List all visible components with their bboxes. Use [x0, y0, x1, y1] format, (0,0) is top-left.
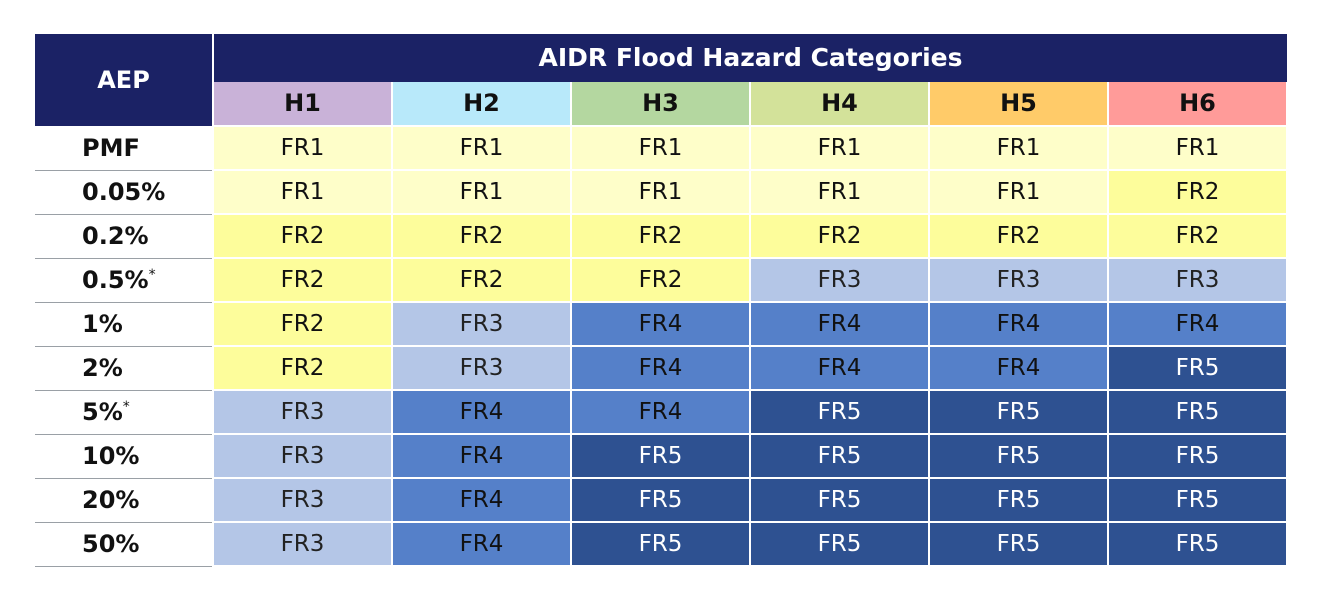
flood-risk-cell: FR5	[929, 478, 1108, 522]
aep-label	[35, 258, 213, 302]
table-body	[35, 126, 1287, 566]
table-row	[35, 522, 1287, 566]
flood-risk-cell: FR4	[571, 346, 750, 390]
aep-value: 2%	[82, 354, 123, 382]
flood-risk-cell: FR4	[1108, 302, 1287, 346]
table-title: AIDR Flood Hazard Categories	[213, 34, 1287, 82]
flood-risk-cell: FR5	[1108, 390, 1287, 434]
table-row	[35, 390, 1287, 434]
flood-risk-cell: FR2	[571, 258, 750, 302]
aep-value: 0.2%	[82, 222, 149, 250]
hazard-category-header-h1: H1	[213, 82, 392, 126]
hazard-category-header-h4: H4	[750, 82, 929, 126]
flood-risk-cell: FR1	[929, 170, 1108, 214]
flood-risk-cell: FR2	[213, 258, 392, 302]
flood-risk-cell: FR4	[392, 522, 571, 566]
flood-risk-cell: FR3	[929, 258, 1108, 302]
flood-risk-cell: FR3	[213, 522, 392, 566]
flood-risk-cell: FR2	[213, 302, 392, 346]
hazard-category-header-row	[35, 82, 1287, 126]
flood-hazard-table	[35, 34, 1288, 567]
hazard-category-header-h6: H6	[1108, 82, 1287, 126]
flood-risk-cell: FR4	[929, 346, 1108, 390]
aep-label	[35, 346, 213, 390]
flood-risk-cell: FR2	[392, 214, 571, 258]
aep-value: 50%	[82, 530, 140, 558]
flood-risk-cell: FR5	[1108, 478, 1287, 522]
flood-risk-cell: FR3	[213, 390, 392, 434]
flood-risk-cell: FR5	[571, 434, 750, 478]
aep-label	[35, 434, 213, 478]
flood-risk-cell: FR3	[750, 258, 929, 302]
aep-label	[35, 390, 213, 434]
flood-risk-cell: FR3	[213, 478, 392, 522]
flood-risk-cell: FR5	[1108, 346, 1287, 390]
flood-risk-cell: FR1	[392, 170, 571, 214]
flood-risk-cell: FR2	[213, 346, 392, 390]
flood-risk-cell: FR2	[1108, 214, 1287, 258]
flood-risk-cell: FR5	[571, 522, 750, 566]
flood-risk-cell: FR5	[929, 434, 1108, 478]
flood-risk-cell: FR4	[750, 302, 929, 346]
flood-risk-cell: FR4	[571, 390, 750, 434]
table-row	[35, 478, 1287, 522]
flood-risk-cell: FR5	[571, 478, 750, 522]
flood-risk-cell: FR4	[392, 434, 571, 478]
hazard-category-header-h3: H3	[571, 82, 750, 126]
table-row	[35, 258, 1287, 302]
flood-risk-cell: FR5	[929, 522, 1108, 566]
flood-risk-cell: FR2	[929, 214, 1108, 258]
flood-risk-cell: FR1	[213, 170, 392, 214]
flood-risk-cell: FR1	[571, 170, 750, 214]
aep-header: AEP	[35, 34, 213, 126]
flood-risk-cell: FR5	[750, 522, 929, 566]
flood-risk-cell: FR2	[213, 214, 392, 258]
aep-label	[35, 214, 213, 258]
flood-risk-cell: FR4	[392, 390, 571, 434]
table-row	[35, 170, 1287, 214]
flood-risk-cell: FR4	[929, 302, 1108, 346]
footnote-marker: *	[122, 399, 130, 415]
flood-risk-cell: FR4	[392, 478, 571, 522]
hazard-category-header-h5: H5	[929, 82, 1108, 126]
flood-risk-cell: FR5	[1108, 522, 1287, 566]
aep-value: 5%	[82, 398, 123, 426]
flood-hazard-table-container	[35, 34, 1288, 567]
flood-risk-cell: FR5	[1108, 434, 1287, 478]
table-row	[35, 214, 1287, 258]
aep-label	[35, 522, 213, 566]
aep-value: PMF	[82, 133, 140, 162]
aep-label	[35, 126, 213, 170]
aep-label	[35, 302, 213, 346]
flood-risk-cell: FR5	[750, 390, 929, 434]
flood-risk-cell: FR1	[571, 126, 750, 170]
aep-label	[35, 170, 213, 214]
aep-value: 10%	[82, 442, 140, 470]
flood-risk-cell: FR1	[1108, 126, 1287, 170]
flood-risk-cell: FR1	[750, 126, 929, 170]
aep-value: 1%	[82, 310, 123, 338]
footnote-marker: *	[148, 267, 156, 283]
hazard-category-header-h2: H2	[392, 82, 571, 126]
table-row	[35, 346, 1287, 390]
flood-risk-cell: FR2	[750, 214, 929, 258]
table-row	[35, 434, 1287, 478]
flood-risk-cell: FR3	[213, 434, 392, 478]
flood-risk-cell: FR4	[750, 346, 929, 390]
table-row	[35, 302, 1287, 346]
flood-risk-cell: FR1	[929, 126, 1108, 170]
flood-risk-cell: FR2	[392, 258, 571, 302]
flood-risk-cell: FR3	[1108, 258, 1287, 302]
aep-value: 20%	[82, 486, 140, 514]
flood-risk-cell: FR2	[571, 214, 750, 258]
flood-risk-cell: FR3	[392, 346, 571, 390]
flood-risk-cell: FR2	[1108, 170, 1287, 214]
flood-risk-cell: FR5	[750, 478, 929, 522]
flood-risk-cell: FR4	[571, 302, 750, 346]
table-row	[35, 126, 1287, 170]
flood-risk-cell: FR1	[392, 126, 571, 170]
flood-risk-cell: FR3	[392, 302, 571, 346]
flood-risk-cell: FR5	[929, 390, 1108, 434]
aep-label	[35, 478, 213, 522]
flood-risk-cell: FR1	[213, 126, 392, 170]
aep-value: 0.5%	[82, 266, 149, 294]
flood-risk-cell: FR1	[750, 170, 929, 214]
flood-risk-cell: FR5	[750, 434, 929, 478]
aep-value: 0.05%	[82, 178, 166, 206]
